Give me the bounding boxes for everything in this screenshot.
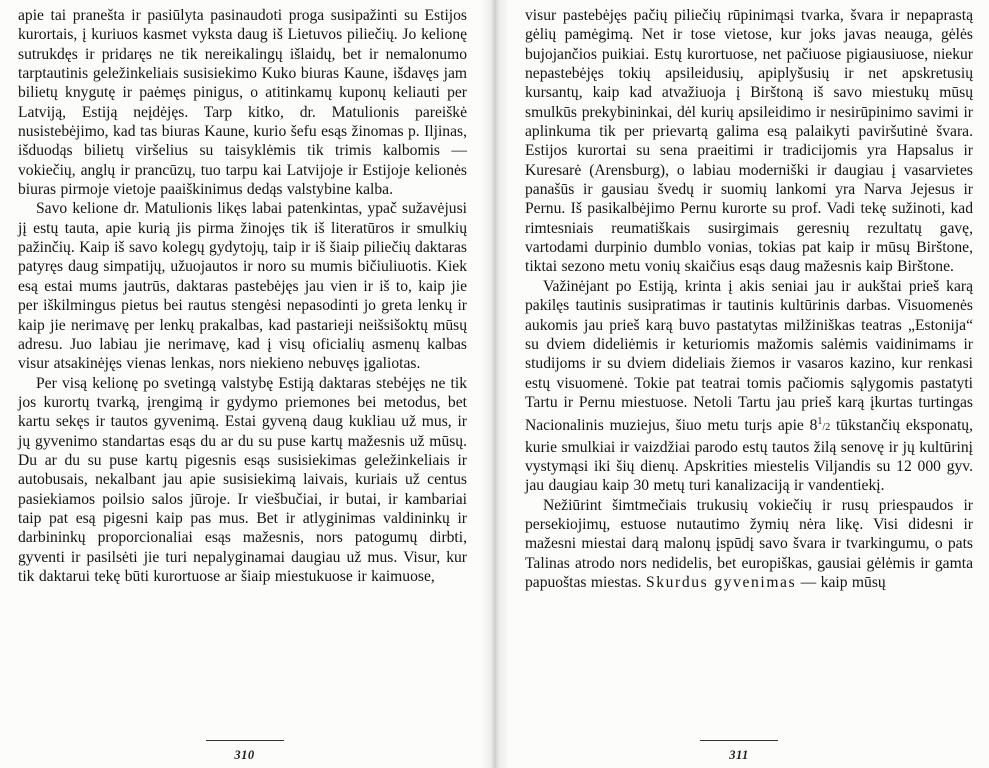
left-page — [0, 0, 489, 768]
left-paragraph-3: Per visą kelionę po svetingą valstybę Estiją daktaras stebėjęs ne tik jos kurortų tvarką, įrengimą ir gydymo priemones bei metodus, bet kartu sekęs ir tautos gyvenimą. Estai gyveną daug kukliau už mus, ir jų gyvenimo standartas esąs du ar du su puse kartų mažesnis už mūsų. Du ar du su puse kartų pigesnis esąs susisiekimas geležinkeliais ir autobusais, nekalbant jau apie susisiekimą laivais, kuriais už centus pasiekiamos poilsio salos jūroje. Ir viešbučiai, ir butai, ir kambariai taip pat esą pigesni kaip pas mus. Bet ir atlyginimas valdininkų ir darbininkų proporcionaliai esąs mažesnis, nors patogumų dirbti, gyventi ir pasilsėti jie turi nepalyginamai daugiau už mus. Visur, kur tik daktarui tekę būti kurortuose ar šiaip miestukuose ir kaimuose, — [18, 374, 467, 585]
right-paragraph-3-text-end: — kaip mūsų — [796, 573, 886, 591]
right-page-footer — [489, 740, 989, 764]
right-page-number: 311 — [729, 748, 749, 762]
right-page — [489, 0, 989, 768]
fraction-separator: / — [822, 422, 826, 434]
right-paragraph-3-spaced-text: Skurdus gyvenimas — [645, 573, 797, 591]
right-paragraph-3-text-start: Nežiūrint šimtmečiais trukusių vokiečių ir rusų priespaudos ir persekiojimų, estuose nutautimo žymių nėra likę. Visi didesni ir mažesni miestai darą malonų įspūdį savo švara ir tvarkingumu, o pats Talinas atrodo nors nedidelis, bet europiškas, gausiai gėlėmis ir gamta papuoštas miestas. — [525, 496, 973, 591]
right-footer-rule — [700, 740, 778, 741]
right-paragraph-2 — [525, 277, 973, 496]
left-paragraph-1: apie tai pranešta ir pasiūlyta pasinaudoti proga susipažinti su Estijos kurortais, į kuriuos kasmet vyksta daug iš Lietuvos piliečių. Jo kelionę sutrukdęs ir pridaręs ne tik nereikalingų išlaidų, bet ir nemalonumo tarptautinis geležinkeliais susisiekimo Kuko biuras Kaune, išdavęs jam bilietų knygutę ir paėmęs pinigus, o atitinkamų kuponų keliauti per Latviją, Estiją neįdėjęs. Tarp kitko, dr. Matulionis pareiškė nusistebėjimo, kad tas biuras Kaune, kurio šefu esąs žinomas p. Iljinas, išduodąs bilietų viršelius su taisyklėmis tik trimis kalbomis — vokiečių, anglų ir prancūzų, tuo tarpu kai Latvijoje ir Estijoje kelionės biuras pirmoje vietoje paaiškinimus dedąs valstybine kalba. — [18, 7, 467, 199]
fraction-denominator: 2 — [825, 422, 831, 434]
right-paragraph-2-text-a: Važinėjant po Estiją, krinta į akis seniai jau ir aukštai prieš karą pakilęs tautinis susipratimas ir tautinis kultūrinis darbas. Visuomenės aukomis jau prieš karą buvo pastatytas milžiniškas teatras „Estonija“ su dviem dideliėmis ir keturiomis mažomis salėmis vaidinimams ir studijoms ir su dviem dideliais žiemos ir vasaros kazino, kur renkasi estų visuomenė. Tokie pat teatrai tomis pačiomis sąlygomis pastatyti Tartu ir Pernu miestuose. Netoli Tartu jau prieš karą įkurtas turtingas Nacionalinis muziejus, šiuo metu turįs apie 8 — [525, 277, 973, 435]
right-paragraph-1: visur pastebėjęs pačių piliečių rūpinimąsi tvarka, švara ir nepaprastą gėlių pamėgimą. Net ir tose vietose, kur joks javas neauga, gėlės bujojančios puikiai. Estų kurortuose, net pačiuose pigiausiuose, niekur nepastebėjęs tokių apsileidusių, apiplyšusių ir net apskretusių kursantų, kaip kad atvažiuoja į Birštoną iš savo miestukų mūsų smulkūs prekybininkai, dėl kurių apsileidimo ir nesirūpinimo savimi ir aplinkuma tik per prievartą galima esą palaikyti paviršutinė švara. Estijos kurortai su sena praeitimi ir tradicijomis yra Hapsalus ir Kuresarė (Arensburg), o labiau moderniški ir daugiau į vasarvietes panašūs ir gausiau švedų ir suomių lankomi yra Narva Jejesus ir Pernu. Iš pasikalbėjimo Pernu kurorte su prof. Vadi tekę sužinoti, kad rimtesniais reumatiškais susirgimais geresnių rezultatų gavę, vartodami durpinio dumblo vonias, tokias pat kaip ir mūsų Birštone, tiktai sezono metu vonių skaičius esąs daug mažesnis kaip Birštone. — [525, 7, 973, 276]
left-paragraph-2: Savo kelione dr. Matulionis likęs labai patenkintas, ypač sužavėjusi jį estų tauta, apie kurią jis pirma žinojęs tik iš literatūros ir smulkių pažinčių. Kaip iš savo kolegų gydytojų, taip ir iš šiaip piliečių daktaras patyręs daug simpatijų, užuojautos ir noro su mumis bičiuliuotis. Kiek esą estai mums jautrūs, daktaras pastebėjęs jau vien ir iš to, kaip jie per iškilmingus pietus bei rautus stengėsi nepasodinti jo greta lenkų ir kaip jie nerimavę per lenkų prakalbas, kad pastarieji neišsišoktų mūsų adresu. Juo labiau jie nerimavę, kad į visų oficialių asmenų kalbas visur atsakinėjęs vienas lenkas, nors niekieno nebuvęs įgaliotas. — [18, 200, 467, 373]
left-footer-rule — [206, 740, 284, 741]
right-paragraph-2-text-b: tūkstančių eksponatų, kurie smulkiai ir vaizdžiai parodo estų tautos žilą senovę ir jų kultūrinį vystymąsi iki šių dienų. Apskrities miestelis Viljandis su 12 000 gyv. jau daugiau kaip 30 metų turi kanalizaciją ir vandentiekį. — [525, 417, 973, 495]
left-page-footer — [0, 740, 489, 764]
fraction-numerator: 1 — [817, 416, 823, 428]
right-paragraph-3 — [525, 496, 973, 593]
left-page-number: 310 — [234, 748, 255, 762]
